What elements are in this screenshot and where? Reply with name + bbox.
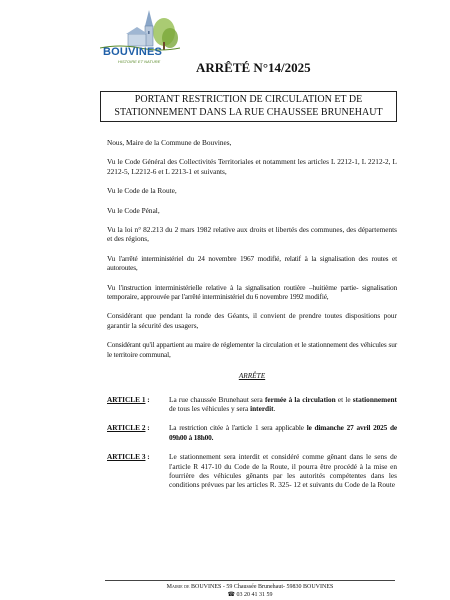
- article-label-text: ARTICLE 2: [107, 423, 146, 433]
- footer-address: - 59 Chaussée Brunehaut- 59830 BOUVINES: [221, 584, 334, 590]
- logo-name: BOUVINES: [103, 46, 163, 58]
- article-bold-part: le dimanche 27 avril 2025 de 09h00 à 18h00.: [169, 423, 397, 442]
- article-label: ARTICLE 1 :: [107, 394, 150, 404]
- article-text-part: La rue chaussée Brunehaut sera: [169, 394, 265, 404]
- commune-logo: [100, 8, 180, 68]
- article-3: [107, 452, 397, 490]
- article-bold-part: fermée à la circulation: [264, 394, 336, 404]
- footer: [105, 583, 395, 599]
- article-2: [107, 423, 397, 442]
- preamble-paragraph: Vu le Code Général des Collectivités Territoriales et notamment les articles L 2212-1, L 2212-2, L 2212-5, L2212-6 et L 2213-1 et suivants,: [107, 157, 397, 176]
- preamble-paragraph: Nous, Maire de la Commune de Bouvines,: [107, 138, 232, 147]
- article-text: [169, 395, 397, 414]
- arrete-heading: [107, 371, 397, 380]
- article-text: Le stationnement sera interdit et considéré comme gênant dans le sens de l'article R 417-10 du Code de la Route, il pourra être procédé à la mise en fourrière des véhicules gênants par les autorités compétentes dans les conditions prévues par les articles R. 325- 12 et suivants du Code de la Route: [169, 452, 397, 490]
- title-line-2: STATIONNEMENT DANS LA RUE CHAUSSEE BRUNEHAUT: [114, 107, 383, 118]
- arrete-heading-text: ARRÊTE: [238, 371, 266, 381]
- logo-tagline: HISTOIRE ET NATURE: [118, 59, 161, 64]
- article-1: [107, 395, 397, 414]
- article-text-part: et le: [335, 394, 353, 404]
- article-label: ARTICLE 2 :: [107, 423, 150, 433]
- article-text-part: de tous les véhicules y sera: [169, 403, 251, 413]
- document-body: [107, 138, 397, 500]
- preamble-paragraph: Considérant que pendant la ronde des Géants, il convient de prendre toutes dispositions pour garantir la sécurité des usagers,: [107, 311, 397, 330]
- title-box: [100, 91, 397, 122]
- footer-phone: 03 20 41 31 59: [236, 592, 273, 598]
- preamble-paragraph: Vu le Code de la Route,: [107, 186, 177, 196]
- preamble-paragraph: Considérant qu'il appartient au maire de réglementer la circulation et le stationnement des véhicules sur le territoire communal,: [107, 340, 397, 359]
- telephone-icon: ☎: [227, 592, 235, 598]
- article-text: [169, 423, 397, 442]
- article-bold-part: interdit: [250, 403, 274, 413]
- article-label-text: ARTICLE 3: [107, 452, 146, 462]
- article-label: ARTICLE 3 :: [107, 452, 150, 462]
- article-text-part: .: [273, 403, 276, 413]
- article-bold-part: stationnement: [352, 394, 397, 404]
- footer-mairie: Mairie de BOUVINES: [166, 584, 222, 590]
- article-label-text: ARTICLE 1: [107, 394, 146, 404]
- preamble-paragraph: Vu l'instruction interministérielle relative à la signalisation routière –huitième partie- signalisation temporaire, approuvée par l'arrêté interministériel du 6 novembre 1992 modifié,: [107, 282, 397, 302]
- preamble-paragraph: Vu le Code Pénal,: [107, 205, 160, 215]
- footer-phone-line: [105, 591, 395, 599]
- footer-divider: [105, 580, 395, 581]
- preamble-paragraph: Vu la loi n° 82.213 du 2 mars 1982 relative aux droits et libertés des communes, des départements et des régions,: [107, 225, 397, 244]
- title-line-1: PORTANT RESTRICTION DE CIRCULATION ET DE: [134, 94, 363, 105]
- arrete-number: ARRÊTÉ N°14/2025: [196, 60, 311, 75]
- article-text-part: La restriction citée à l'article 1 sera applicable: [169, 423, 307, 433]
- footer-address-line: [105, 583, 395, 591]
- preamble-paragraph: Vu l'arrêté interministériel du 24 novembre 1967 modifié, relatif à la signalisation des routes et autoroutes,: [107, 253, 397, 273]
